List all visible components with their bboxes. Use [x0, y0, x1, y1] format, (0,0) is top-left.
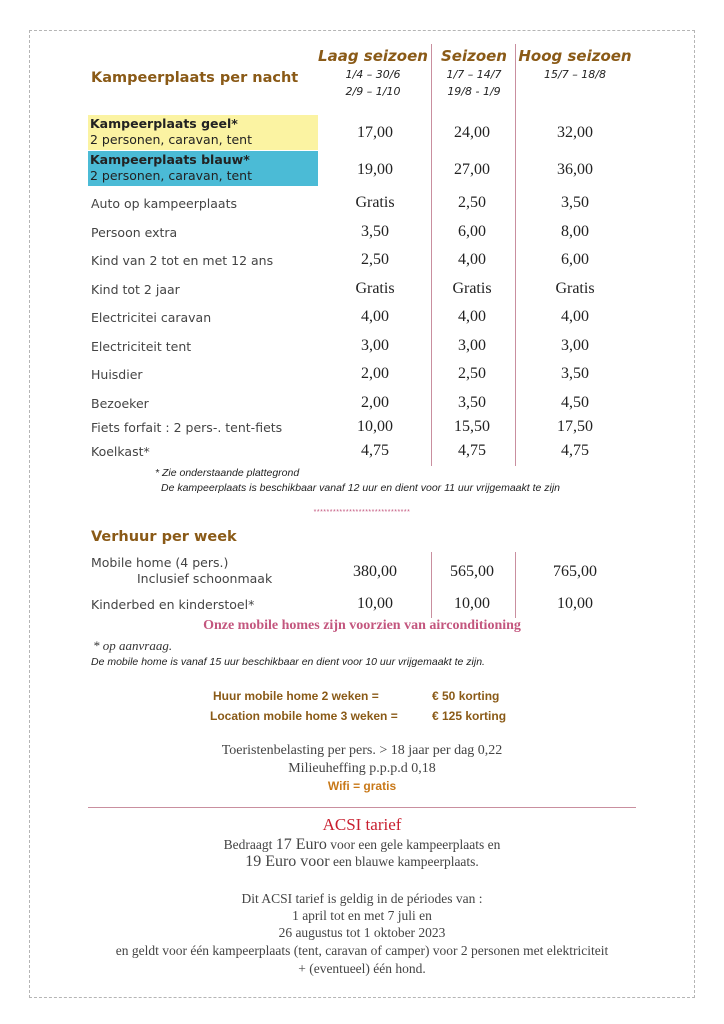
acsi-line-2 — [0, 853, 724, 871]
price-yellow-mid: 24,00 — [454, 124, 490, 141]
row-value-low: 2,50 — [361, 251, 389, 268]
highlight-row-blue-subtitle: 2 personen, caravan, tent — [90, 168, 253, 183]
row-value-high: Gratis — [555, 280, 595, 297]
acsi-line-6: en geldt voor één kampeerplaats (tent, caravan of camper) voor 2 personen met elektriciteit — [115, 943, 609, 958]
row-value-low: Gratis — [355, 280, 395, 297]
highlight-row-yellow — [88, 115, 318, 150]
price-yellow-high: 32,00 — [557, 124, 593, 141]
column-header-high: Hoog seizoen — [518, 47, 632, 65]
row-label: Huisdier — [91, 367, 143, 382]
acsi-line-2-b: een blauwe kampeerplaats. — [329, 854, 479, 869]
highlight-row-yellow-subtitle: 2 personen, caravan, tent — [90, 132, 253, 147]
week-row-kinderbed-label: Kinderbed en kinderstoel* — [91, 597, 255, 612]
row-value-mid: 4,00 — [458, 308, 486, 325]
highlight-row-blue-title: Kampeerplaats blauw* — [90, 152, 250, 167]
price-blue-low: 19,00 — [357, 161, 393, 178]
column-dates-low-2: 2/9 – 1/10 — [345, 85, 401, 98]
row-value-mid: 2,50 — [458, 365, 486, 382]
price-yellow-low: 17,00 — [357, 124, 393, 141]
row-value-mid: 3,00 — [458, 337, 486, 354]
acsi-line-1-c: voor een gele kampeerplaats en — [326, 837, 501, 852]
column-dates-low-1: 1/4 – 30/6 — [345, 68, 401, 81]
price-blue-high: 36,00 — [557, 161, 593, 178]
column-header-mid: Seizoen — [440, 47, 507, 65]
row-value-low: 3,00 — [361, 337, 389, 354]
acsi-line-3: Dit ACSI tarief is geldig in de périodes van : — [241, 891, 483, 906]
row-value-low: Gratis — [355, 194, 395, 211]
page-title: Kampeerplaats per nacht — [91, 70, 299, 86]
stars-divider: ****************************** — [313, 509, 411, 516]
row-value-mid: Gratis — [452, 280, 492, 297]
week-row-mobile-home-sublabel: Inclusief schoonmaak — [137, 571, 273, 586]
row-value-high: 3,00 — [561, 337, 589, 354]
row-value-low: 4,00 — [361, 308, 389, 325]
environment-tax: Milieuheffing p.p.p.d 0,18 — [288, 761, 436, 776]
row-value-mid: 2,50 — [458, 194, 486, 211]
acsi-yellow-price: 17 Euro — [275, 836, 327, 853]
acsi-line-7: + (eventueel) één hond. — [298, 961, 426, 976]
week-mobile-home-high: 765,00 — [553, 563, 597, 580]
week-row-mobile-home-label: Mobile home (4 pers.) — [91, 555, 229, 570]
discount-3-weeks-value: € 125 korting — [432, 709, 507, 723]
wifi-note: Wifi = gratis — [327, 779, 397, 793]
discount-2-weeks-label: Huur mobile home 2 weken = — [213, 689, 379, 703]
row-value-high: 17,50 — [557, 418, 593, 435]
column-dates-mid-1: 1/7 – 14/7 — [446, 68, 502, 81]
discount-3-weeks-label: Location mobile home 3 weken = — [210, 709, 398, 723]
row-label: Bezoeker — [91, 396, 149, 411]
row-label: Electriciteit tent — [91, 339, 192, 354]
row-value-low: 2,00 — [361, 365, 389, 382]
note-availability: De kampeerplaats is beschikbaar vanaf 12 uur en dient voor 11 uur vrijgemaakt te zijn — [161, 482, 561, 494]
row-value-high: 3,50 — [561, 194, 589, 211]
aircon-note: Onze mobile homes zijn voorzien van airconditioning — [203, 618, 521, 633]
row-value-low: 3,50 — [361, 223, 389, 240]
row-value-high: 3,50 — [561, 365, 589, 382]
highlight-row-blue — [88, 151, 318, 186]
row-value-mid: 4,75 — [458, 442, 486, 459]
section-divider — [88, 807, 636, 808]
mobile-home-availability-note: De mobile home is vanaf 15 uur beschikbaar en dient voor 10 uur vrijgemaakt te zijn. — [91, 656, 485, 668]
column-dates-high-1: 15/7 – 18/8 — [544, 68, 606, 81]
acsi-line-1 — [0, 836, 724, 854]
row-value-high: 4,50 — [561, 394, 589, 411]
row-label: Koelkast* — [91, 444, 150, 459]
row-label: Persoon extra — [91, 225, 178, 240]
row-label: Fiets forfait : 2 pers-. tent-fiets — [91, 420, 283, 435]
row-value-high: 6,00 — [561, 251, 589, 268]
acsi-line-5: 26 augustus tot 1 oktober 2023 — [278, 925, 446, 940]
row-value-mid: 6,00 — [458, 223, 486, 240]
row-label: Electricitei caravan — [91, 310, 212, 325]
row-value-high: 8,00 — [561, 223, 589, 240]
row-value-low: 10,00 — [357, 418, 393, 435]
row-label: Kind van 2 tot en met 12 ans — [91, 253, 274, 268]
note-floorplan: * Zie onderstaande plattegrond — [155, 467, 300, 479]
discount-2-weeks-value: € 50 korting — [432, 689, 500, 703]
column-header-low: Laag seizoen — [318, 47, 428, 65]
row-value-mid: 4,00 — [458, 251, 486, 268]
week-title: Verhuur per week — [91, 529, 237, 545]
week-mobile-home-mid: 565,00 — [450, 563, 494, 580]
on-request-note: * op aanvraag. — [93, 638, 173, 653]
row-value-low: 4,75 — [361, 442, 389, 459]
acsi-title: ACSI tarief — [322, 815, 402, 834]
week-kinderbed-high: 10,00 — [557, 595, 593, 612]
week-mobile-home-low: 380,00 — [353, 563, 397, 580]
highlight-row-yellow-title: Kampeerplaats geel* — [90, 116, 238, 131]
acsi-line-4: 1 april tot en met 7 juli en — [292, 908, 432, 923]
acsi-blue-price: 19 Euro voor — [245, 853, 330, 870]
row-value-high: 4,75 — [561, 442, 589, 459]
week-kinderbed-mid: 10,00 — [454, 595, 490, 612]
row-value-high: 4,00 — [561, 308, 589, 325]
row-value-mid: 15,50 — [454, 418, 490, 435]
row-label: Auto op kampeerplaats — [91, 196, 238, 211]
row-value-low: 2,00 — [361, 394, 389, 411]
tourist-tax: Toeristenbelasting per pers. > 18 jaar per dag 0,22 — [221, 743, 503, 758]
price-blue-mid: 27,00 — [454, 161, 490, 178]
row-label: Kind tot 2 jaar — [91, 282, 180, 297]
acsi-line-1-a: Bedraagt — [223, 837, 276, 852]
row-value-mid: 3,50 — [458, 394, 486, 411]
week-kinderbed-low: 10,00 — [357, 595, 393, 612]
column-dates-mid-2: 19/8 - 1/9 — [447, 85, 501, 98]
